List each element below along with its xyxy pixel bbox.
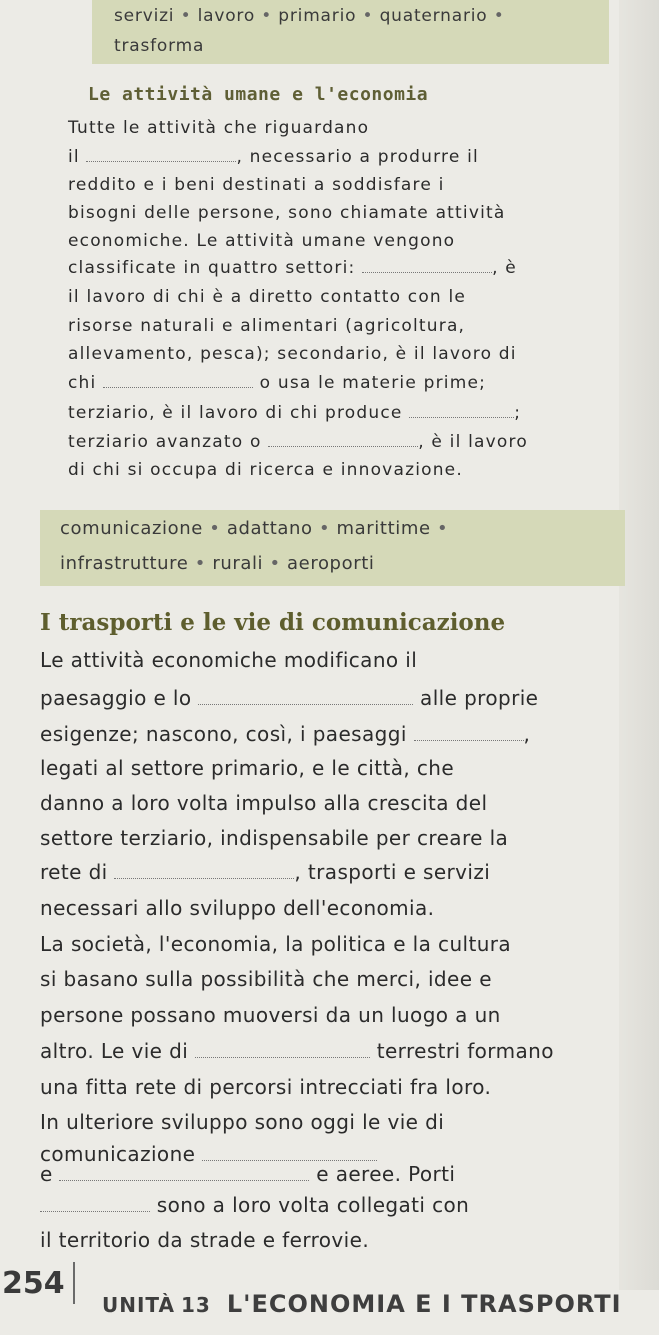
fill-in-blank[interactable] — [59, 1179, 309, 1181]
text-line: e e aeree. Porti — [40, 1162, 456, 1186]
text-line: si basano sulla possibilità che merci, idee e — [40, 967, 492, 991]
text-line: bisogni delle persone, sono chiamate attività — [68, 203, 506, 223]
word-bank-word: comunicazione — [60, 518, 203, 539]
word-bank-1-line-2 — [114, 36, 204, 56]
word-bank-word: trasforma — [114, 36, 205, 56]
separator-dot: • — [493, 6, 505, 26]
fill-in-blank[interactable] — [362, 271, 492, 273]
text-line: esigenze; nascono, così, i paesaggi , — [40, 722, 531, 746]
word-bank-word: quaternario — [379, 6, 488, 26]
text-line: comunicazione — [40, 1142, 377, 1166]
word-bank-2 — [40, 510, 625, 586]
separator-dot: • — [194, 553, 206, 574]
text-line: economiche. Le attività umane vengono — [68, 231, 456, 251]
separator-dot: • — [269, 553, 281, 574]
text-line: terziario avanzato o , è il lavoro — [68, 432, 528, 452]
unit-footer — [102, 1290, 622, 1318]
text-line: necessari allo sviluppo dell'economia. — [40, 896, 435, 920]
text-line: Tutte le attività che riguardano — [68, 118, 370, 138]
separator-dot: • — [209, 518, 221, 539]
text-line: il territorio da strade e ferrovie. — [40, 1228, 370, 1252]
fill-in-blank[interactable] — [409, 416, 514, 418]
text-line: chi o usa le materie prime; — [68, 373, 487, 393]
fill-in-blank[interactable] — [202, 1159, 377, 1161]
unit-title: L'ECONOMIA E I TRASPORTI — [226, 1290, 622, 1318]
footer-divider — [73, 1262, 75, 1304]
text-line: La società, l'economia, la politica e la cultura — [40, 932, 512, 956]
text-line: classificate in quattro settori: , è — [68, 258, 517, 278]
text-line: settore terziario, indispensabile per creare la — [40, 826, 509, 850]
text-line: paesaggio e lo alle proprie — [40, 686, 539, 710]
word-bank-word: aeroporti — [287, 553, 375, 574]
fill-in-blank[interactable] — [195, 1056, 370, 1058]
separator-dot: • — [319, 518, 331, 539]
fill-in-blank[interactable] — [198, 703, 413, 705]
text-line: legati al settore primario, e le città, che — [40, 756, 455, 780]
text-line: allevamento, pesca); secondario, è il lavoro di — [68, 344, 517, 364]
text-line: il lavoro di chi è a diretto contatto con le — [68, 287, 467, 307]
section-1-heading: Le attività umane e l'economia — [88, 84, 429, 105]
separator-dot: • — [436, 518, 449, 539]
text-line: Le attività economiche modificano il — [40, 648, 418, 672]
text-line: di chi si occupa di ricerca e innovazione. — [68, 460, 463, 480]
fill-in-blank[interactable] — [40, 1210, 150, 1212]
word-bank-2-line-1 — [60, 518, 448, 539]
word-bank-2-line-2 — [60, 553, 374, 574]
text-line: sono a loro volta collegati con — [40, 1193, 469, 1217]
text-line: il , necessario a produrre il — [68, 147, 479, 167]
text-line: altro. Le vie di terrestri formano — [40, 1039, 554, 1063]
word-bank-word: lavoro — [197, 6, 256, 26]
text-line: persone possano muoversi da un luogo a un — [40, 1003, 501, 1027]
fill-in-blank[interactable] — [86, 160, 236, 162]
fill-in-blank[interactable] — [268, 445, 418, 447]
separator-dot: • — [362, 6, 374, 26]
separator-dot: • — [261, 6, 273, 26]
word-bank-word: primario — [278, 6, 357, 26]
word-bank-word: servizi — [114, 6, 175, 26]
page-edge — [619, 0, 659, 1290]
text-line: una fitta rete di percorsi intrecciati fra loro. — [40, 1075, 492, 1099]
separator-dot: • — [180, 6, 192, 26]
text-line: rete di , trasporti e servizi — [40, 860, 491, 884]
text-line: In ulteriore sviluppo sono oggi le vie di — [40, 1110, 445, 1134]
word-bank-1-line-1 — [114, 6, 505, 26]
text-line: danno a loro volta impulso alla crescita del — [40, 791, 488, 815]
word-bank-word: marittime — [336, 518, 431, 539]
section-2-heading: I trasporti e le vie di comunicazione — [40, 609, 506, 636]
fill-in-blank[interactable] — [103, 386, 253, 388]
text-line: reddito e i beni destinati a soddisfare i — [68, 175, 445, 195]
fill-in-blank[interactable] — [414, 739, 524, 741]
unit-number: 13 — [181, 1293, 211, 1317]
text-line: terziario, è il lavoro di chi produce ; — [68, 403, 522, 423]
word-bank-word: infrastrutture — [60, 553, 189, 574]
unit-label: UNITÀ — [102, 1293, 175, 1317]
word-bank-1 — [92, 0, 609, 64]
fill-in-blank[interactable] — [114, 877, 294, 879]
word-bank-word: adattano — [226, 518, 313, 539]
word-bank-word: rurali — [212, 553, 264, 574]
text-line: risorse naturali e alimentari (agricoltura, — [68, 316, 466, 336]
page-number: 254 — [2, 1266, 65, 1301]
